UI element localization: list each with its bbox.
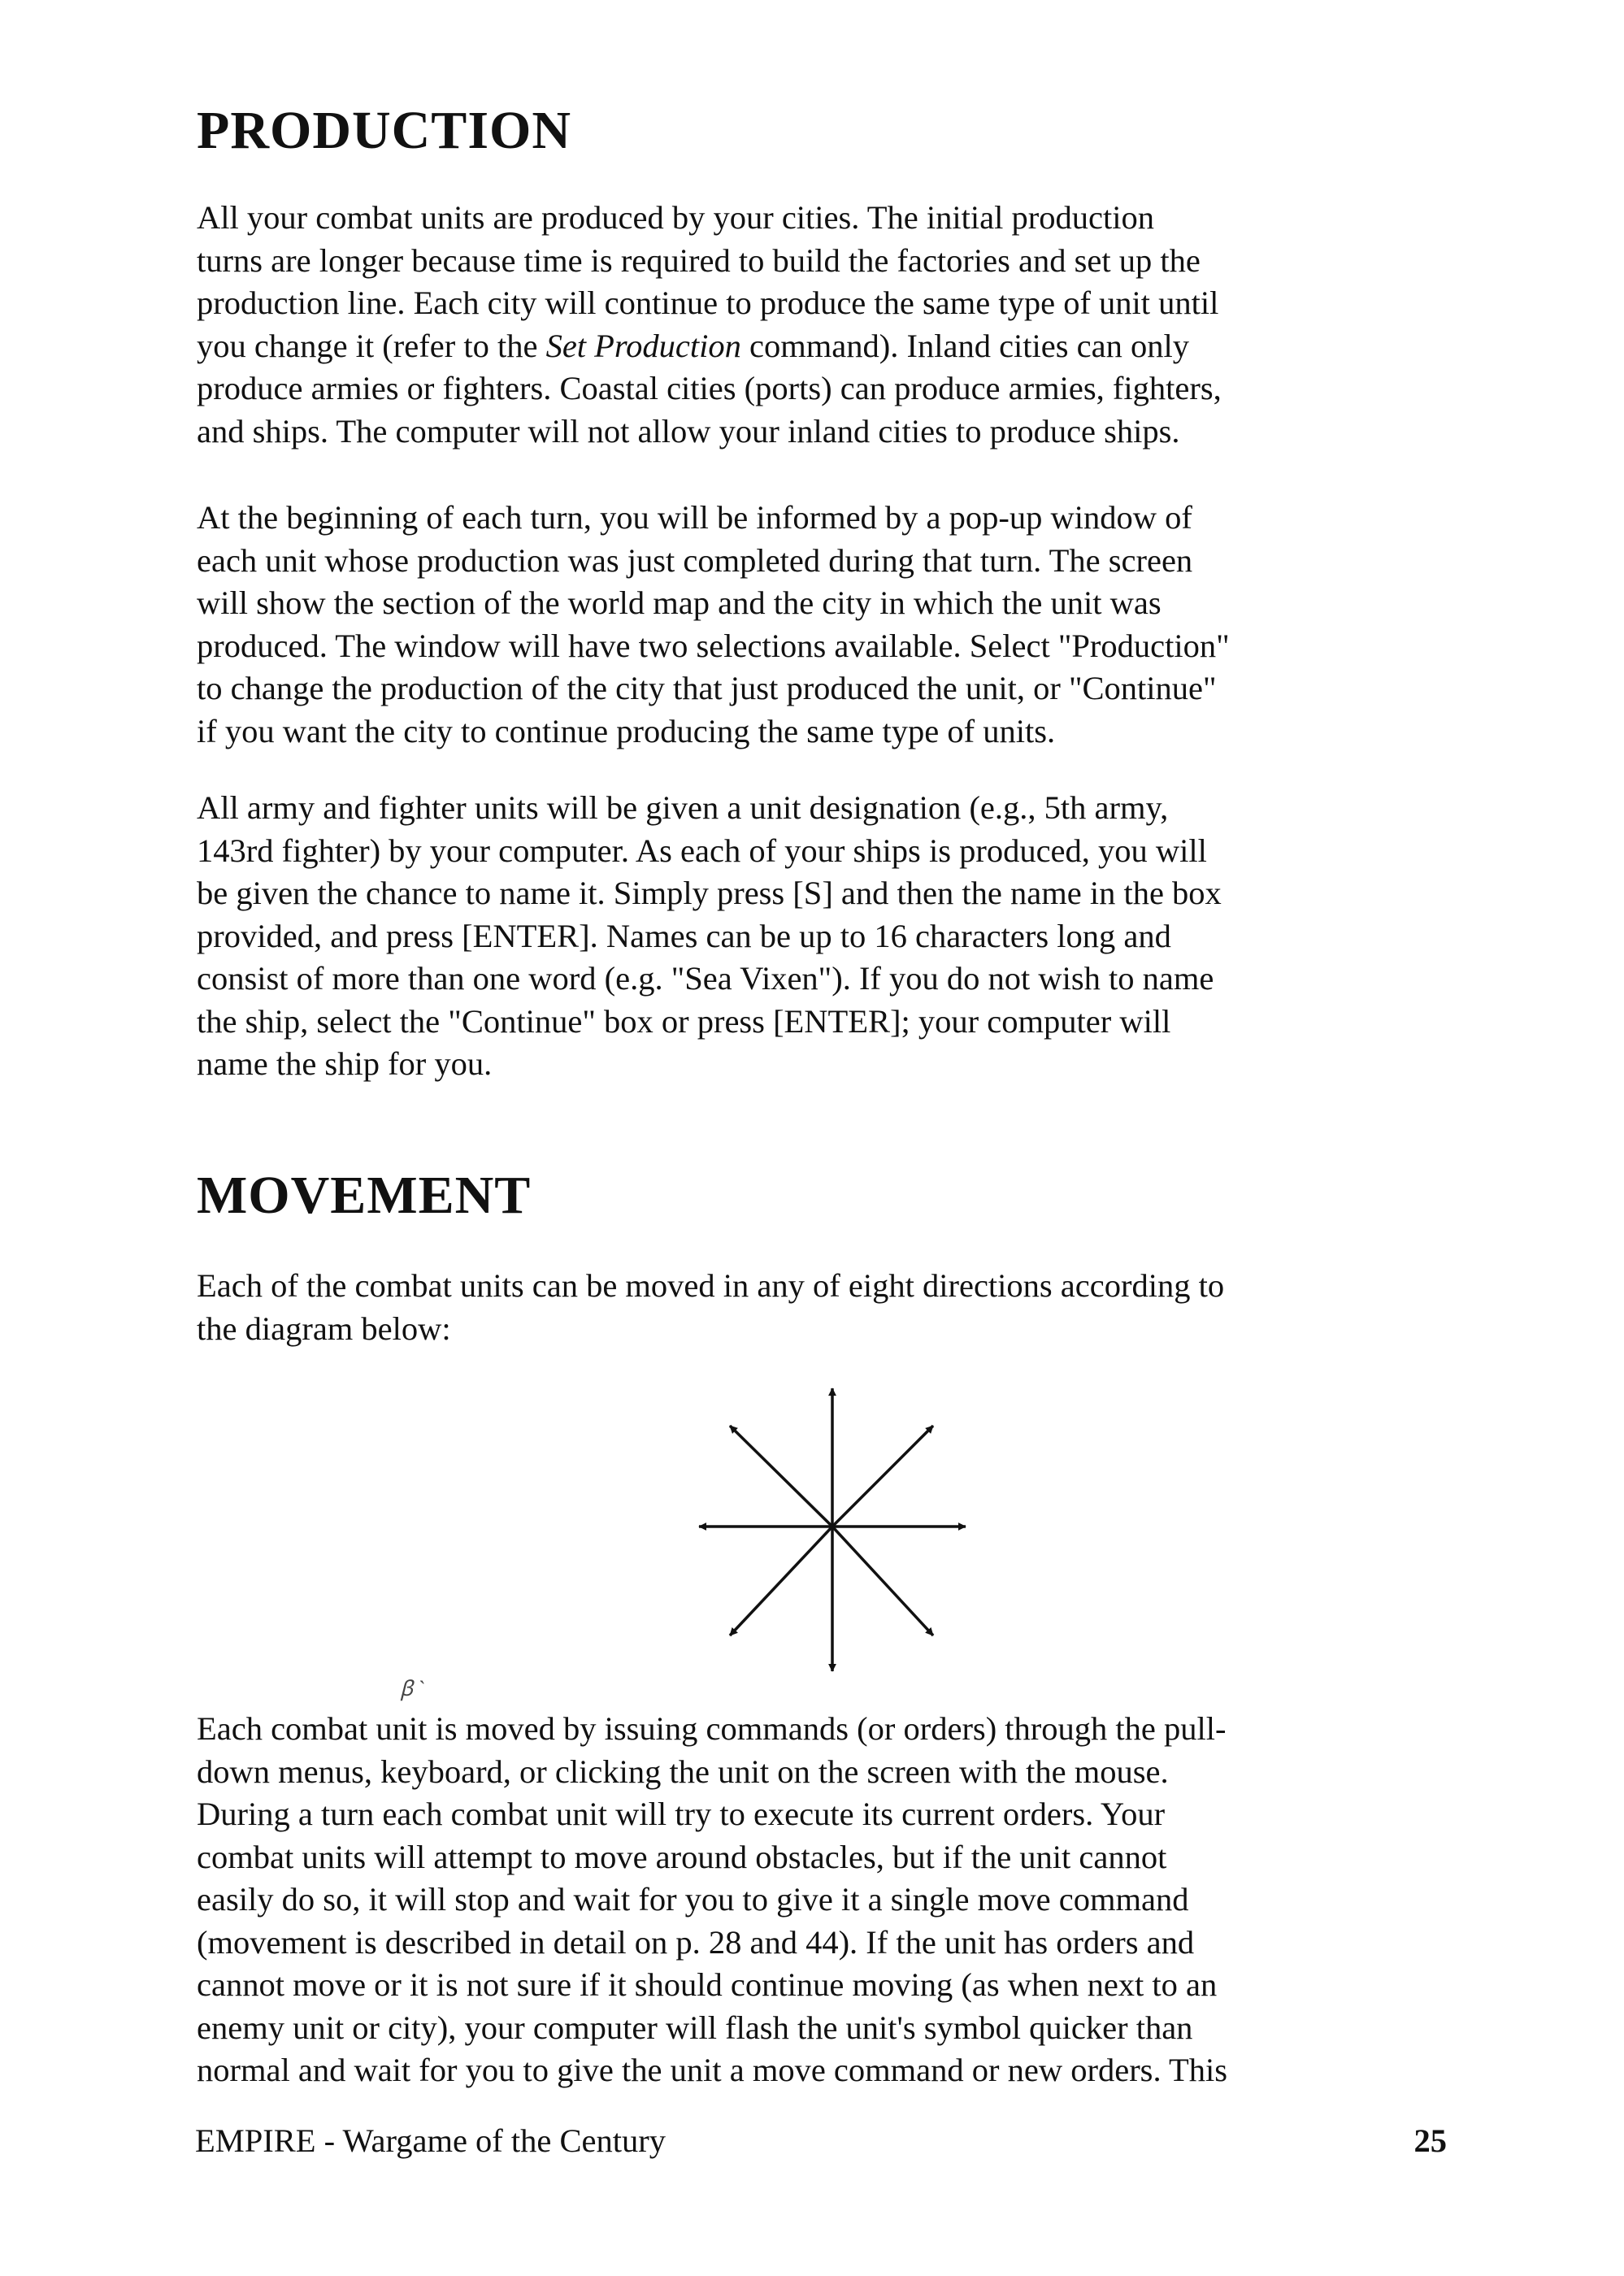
text-line: Each of the combat units can be moved in any of eight directions according to <box>197 1267 1225 1304</box>
northeast-arrow <box>832 1426 933 1527</box>
text-fragment: you change it (refer to the <box>197 327 538 364</box>
text-line: provided, and press [ENTER]. Names can be up to 16 characters long and <box>197 917 1171 954</box>
text-line: enemy unit or city), your computer will flash the unit's symbol quicker than <box>197 2009 1193 2046</box>
text-line: produced. The window will have two selections available. Select "Production" <box>197 627 1230 664</box>
text-fragment: command). Inland cities can only <box>749 327 1189 364</box>
text-line: consist of more than one word (e.g. "Sea Vixen"). If you do not wish to name <box>197 960 1214 997</box>
text-line: At the beginning of each turn, you will be informed by a pop-up window of <box>197 499 1192 536</box>
text-line: and ships. The computer will not allow your inland cities to produce ships. <box>197 412 1180 450</box>
northwest-arrow <box>730 1426 832 1527</box>
eight-direction-diagram <box>696 1382 969 1679</box>
text-line: Each combat unit is moved by issuing commands (or orders) through the pull- <box>197 1710 1227 1747</box>
text-line: name the ship for you. <box>197 1045 493 1082</box>
stray-marks: ꞵ ˋ <box>400 1677 426 1700</box>
footer-title: EMPIRE - Wargame of the Century <box>195 2122 667 2159</box>
text-line: cannot move or it is not sure if it should continue moving (as when next to an <box>197 1966 1218 2003</box>
text-line: to change the production of the city that just produced the unit, or "Continue" <box>197 670 1217 706</box>
text-line: All army and fighter units will be given a unit designation (e.g., 5th army, <box>197 789 1169 826</box>
text-line: normal and wait for you to give the unit a move command or new orders. This <box>197 2052 1227 2088</box>
production-paragraph-1 <box>197 197 1448 453</box>
text-line: if you want the city to continue producing the same type of units. <box>197 712 1056 749</box>
text-line: All your combat units are produced by your cities. The initial production <box>197 199 1154 236</box>
text-line: easily do so, it will stop and wait for you to give it a single move command <box>197 1881 1189 1918</box>
text-line: be given the chance to name it. Simply press [S] and then the name in the box <box>197 875 1222 911</box>
production-heading: PRODUCTION <box>197 101 572 160</box>
text-line: turns are longer because time is required to build the factories and set up the <box>197 241 1201 279</box>
page-number: 25 <box>1413 2122 1447 2159</box>
movement-intro <box>197 1265 1448 1350</box>
movement-body <box>197 1708 1448 2092</box>
text-line: the ship, select the "Continue" box or press [ENTER]; your computer will <box>197 1002 1171 1040</box>
southeast-arrow <box>832 1527 933 1635</box>
text-line <box>197 325 1448 368</box>
text-line: will show the section of the world map and the city in which the unit was <box>197 584 1162 621</box>
text-line: During a turn each combat unit will try to execute its current orders. Your <box>197 1796 1166 1832</box>
text-line: production line. Each city will continue to produce the same type of unit until <box>197 284 1219 321</box>
text-line: produce armies or fighters. Coastal cities (ports) can produce armies, fighters, <box>197 370 1222 406</box>
text-line: combat units will attempt to move around obstacles, but if the unit cannot <box>197 1838 1167 1875</box>
production-paragraph-3 <box>197 787 1448 1086</box>
southwest-arrow <box>730 1527 832 1635</box>
text-line: the diagram below: <box>197 1310 451 1347</box>
production-paragraph-2 <box>197 497 1448 753</box>
text-line: (movement is described in detail on p. 28 and 44). If the unit has orders and <box>197 1923 1195 1961</box>
movement-heading: MOVEMENT <box>197 1166 532 1225</box>
text-line: down menus, keyboard, or clicking the unit on the screen with the mouse. <box>197 1753 1169 1790</box>
set-production-command: Set Production <box>545 327 741 364</box>
text-line: 143rd fighter) by your computer. As each of your ships is produced, you will <box>197 832 1207 869</box>
text-line: each unit whose production was just completed during that turn. The screen <box>197 541 1193 579</box>
